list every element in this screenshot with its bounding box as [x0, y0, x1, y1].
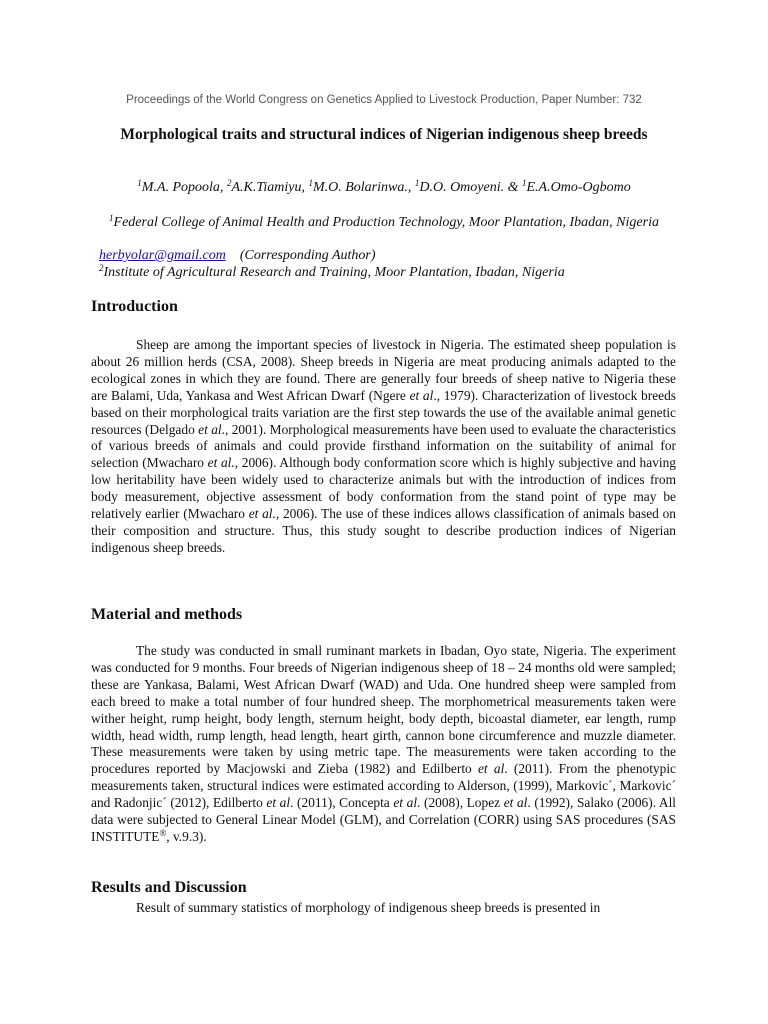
- author: $^1$M.O. Bolarinwa.,: [308, 178, 415, 195]
- results-paragraph: [91, 900, 676, 917]
- author: $^2$A.K.Tiamiyu,: [226, 178, 309, 195]
- author-list: [0, 180, 768, 196]
- text-run: , 2006). The use of these indices allows classification of animals based on their composition and structure. Thus, this study sought to describe production indices of Nigerian indigenous sheep breeds.: [91, 506, 676, 555]
- text-run: . (1992), Salako (2006). All data were subjected to General Linear Model (GLM), and Correlation (CORR) using SAS procedures (SAS INSTITUTE: [91, 795, 677, 844]
- author: $^1$D.O. Omoyeni. &: [414, 178, 522, 195]
- introduction-heading: Introduction: [91, 298, 178, 315]
- results-heading: Results and Discussion: [91, 879, 247, 896]
- email-link[interactable]: herbyolar@gmail.com: [99, 248, 226, 263]
- text-run: Sheep are among the important species of livestock in Nigeria. The estimated sheep population is about 26 million herds (CSA, 2008). Sheep breeds in Nigeria are meat producing animals adapted to the ecological zones in which they are found. There are generally four breeds of sheep native to Nigeria these are Balami, Uda, Yankasa and West African Dwarf (Ngere: [91, 337, 676, 403]
- text-run: The study was conducted in small ruminant markets in Ibadan, Oyo state, Nigeria. The experiment was conducted for 9 months. Four breeds of Nigerian indigenous sheep of 18 – 24 months old were sampled; these are Yankasa, Balami, West African Dwarf (WAD) and Uda. One hundred sheep were sampled from each breed to make a total number of four hundred sheep. The morphometrical measurements taken were wither height, rump height, body length, sternum height, body depth, bicoastal diameter, ear length, rump width, head width, rump length, head length, heart girth, cannon bone circumference and muzzle diameter. These measurements were taken by using metric tape. The measurements were taken according to the procedures reported by Macjowski and Zieba (1982) and Edilberto: [91, 643, 676, 777]
- citation-etal: et al.: [207, 455, 235, 471]
- text-run: Result of summary statistics of morphology of indigenous sheep breeds is presented in: [136, 900, 601, 915]
- paper-title: Morphological traits and structural indices of Nigerian indigenous sheep breeds: [120, 126, 648, 143]
- registered-mark: ®: [159, 827, 167, 838]
- text-run: . (2011). From the phenotypic measurements taken, structural indices were estimated according to Alderson, (1999), Markovic´, Markovic´ and Radonjic´ (2012), Edilberto: [91, 761, 676, 811]
- citation-etal: et al: [393, 795, 418, 811]
- text-run: ., 2001). Morphological measurements have been used to evaluate the characteristics of various breeds of animals and could provide firsthand information on the suitability of animal for selection (Mwacharo: [91, 421, 676, 471]
- citation-etal: et al: [266, 795, 291, 811]
- text-run: , v.9.3).: [166, 828, 207, 844]
- citation-etal: et al: [477, 761, 505, 777]
- text-run: . (2011), Concepta: [290, 795, 394, 811]
- citation-etal: et al: [409, 387, 434, 403]
- author: $^1$E.A.Omo-Ogbomo: [522, 178, 631, 195]
- methods-heading: Material and methods: [91, 606, 243, 623]
- corresponding-note: (Corresponding Author): [239, 248, 376, 263]
- methods-paragraph: [91, 643, 676, 846]
- contact-line: [99, 248, 376, 264]
- text-run: . (2008), Lopez: [417, 795, 504, 811]
- citation-etal: et al.: [248, 506, 276, 522]
- citation-etal: et al: [198, 421, 222, 437]
- affiliation-1: $^1$Federal College of Animal Health and Production Technology, Moor Plantation, Ibadan, Nigeria: [109, 213, 659, 230]
- affiliation-2: $^2$Institute of Agricultural Research and Training, Moor Plantation, Ibadan, Nigeria: [99, 263, 565, 280]
- text-run: ., 1979). Characterization of livestock breeds based on their morphological traits variation are the first step towards the use of the available animal genetic resources (Delgado: [91, 387, 676, 437]
- introduction-paragraph: [91, 337, 676, 557]
- text-run: , 2006). Although body conformation score which is highly subjective and having low heritability have been widely used to characterize animals but with the introduction of indices from body measurement, objective assessment of body conformation from the stand point of type may be relatively earlier (Mwacharo: [91, 455, 677, 522]
- running-header: Proceedings of the World Congress on Genetics Applied to Livestock Production, Paper Number: 732: [126, 94, 642, 106]
- citation-etal: et al: [503, 795, 528, 811]
- author: $^1$M.A. Popoola,: [137, 178, 227, 195]
